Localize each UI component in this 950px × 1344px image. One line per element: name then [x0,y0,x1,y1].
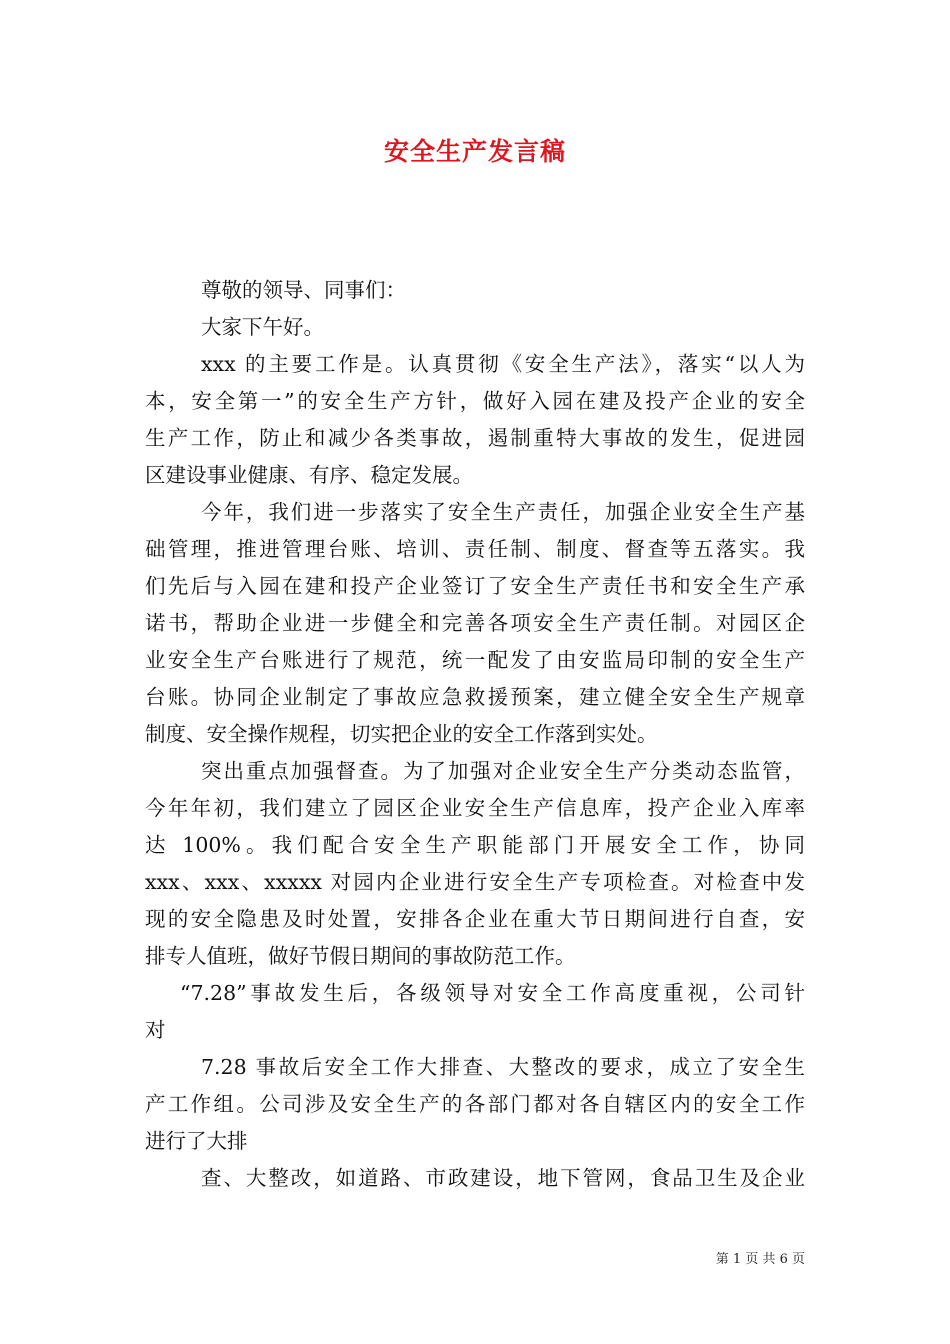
text-line: 排专人值班，做好节假日期间的事故防范工作。 [145,944,576,968]
text-line: 台账。协同企业制定了事故应急救援预案，建立健全安全生产规章 [145,685,805,709]
text-line: 今年年初，我们建立了园区企业安全生产信息库，投产企业入库率 [145,796,805,820]
text-line: 尊敬的领导、同事们： [201,278,406,302]
text-line: xxx 的主要工作是。认真贯彻《安全生产法》，落实“以人为 [201,352,805,376]
text-line: xxx、xxx、xxxxx 对园内企业进行安全生产专项检查。对检查中发 [145,870,805,894]
text-line: 生产工作，防止和减少各类事故，遏制重特大事故的发生，促进园 [145,426,805,450]
text-line: 对 [145,1018,166,1042]
text-line: 大家下午好。 [201,315,324,339]
text-line: 达 100%。我们配合安全生产职能部门开展安全工作，协同 [145,833,805,857]
text-line: 今年，我们进一步落实了安全生产责任，加强企业安全生产基 [201,500,805,524]
text-line: 们先后与入园在建和投产企业签订了安全生产责任书和安全生产承 [145,574,805,598]
text-line: “7.28”事故发生后，各级领导对安全工作高度重视，公司针 [180,981,805,1005]
text-line: 进行了大排 [145,1129,248,1153]
text-line: 制度、安全操作规程，切实把企业的安全工作落到实处。 [145,722,658,746]
page-number: 第 1 页 共 6 页 [715,1252,805,1267]
text-line: 产工作组。公司涉及安全生产的各部门都对各自辖区内的安全工作 [145,1092,805,1116]
text-line: 础管理，推进管理台账、培训、责任制、制度、督查等五落实。我 [145,537,805,561]
text-line: 业安全生产台账进行了规范，统一配发了由安监局印制的安全生产 [145,648,805,672]
document-body [145,272,805,1197]
text-line: 7.28 事故后安全工作大排查、大整改的要求，成立了安全生 [201,1055,805,1079]
document-title: 安全生产发言稿 [383,137,566,166]
text-line: 诺书，帮助企业进一步健全和完善各项安全生产责任制。对园区企 [145,611,805,635]
text-line: 突出重点加强督查。为了加强对企业安全生产分类动态监管， [201,759,805,783]
text-line: 现的安全隐患及时处置，安排各企业在重大节日期间进行自查，安 [145,907,805,931]
text-line: 查、大整改，如道路、市政建设，地下管网，食品卫生及企业 [201,1166,805,1190]
text-line: 本，安全第一”的安全生产方针，做好入园在建及投产企业的安全 [145,389,805,413]
text-line: 区建设事业健康、有序、稳定发展。 [145,463,473,487]
